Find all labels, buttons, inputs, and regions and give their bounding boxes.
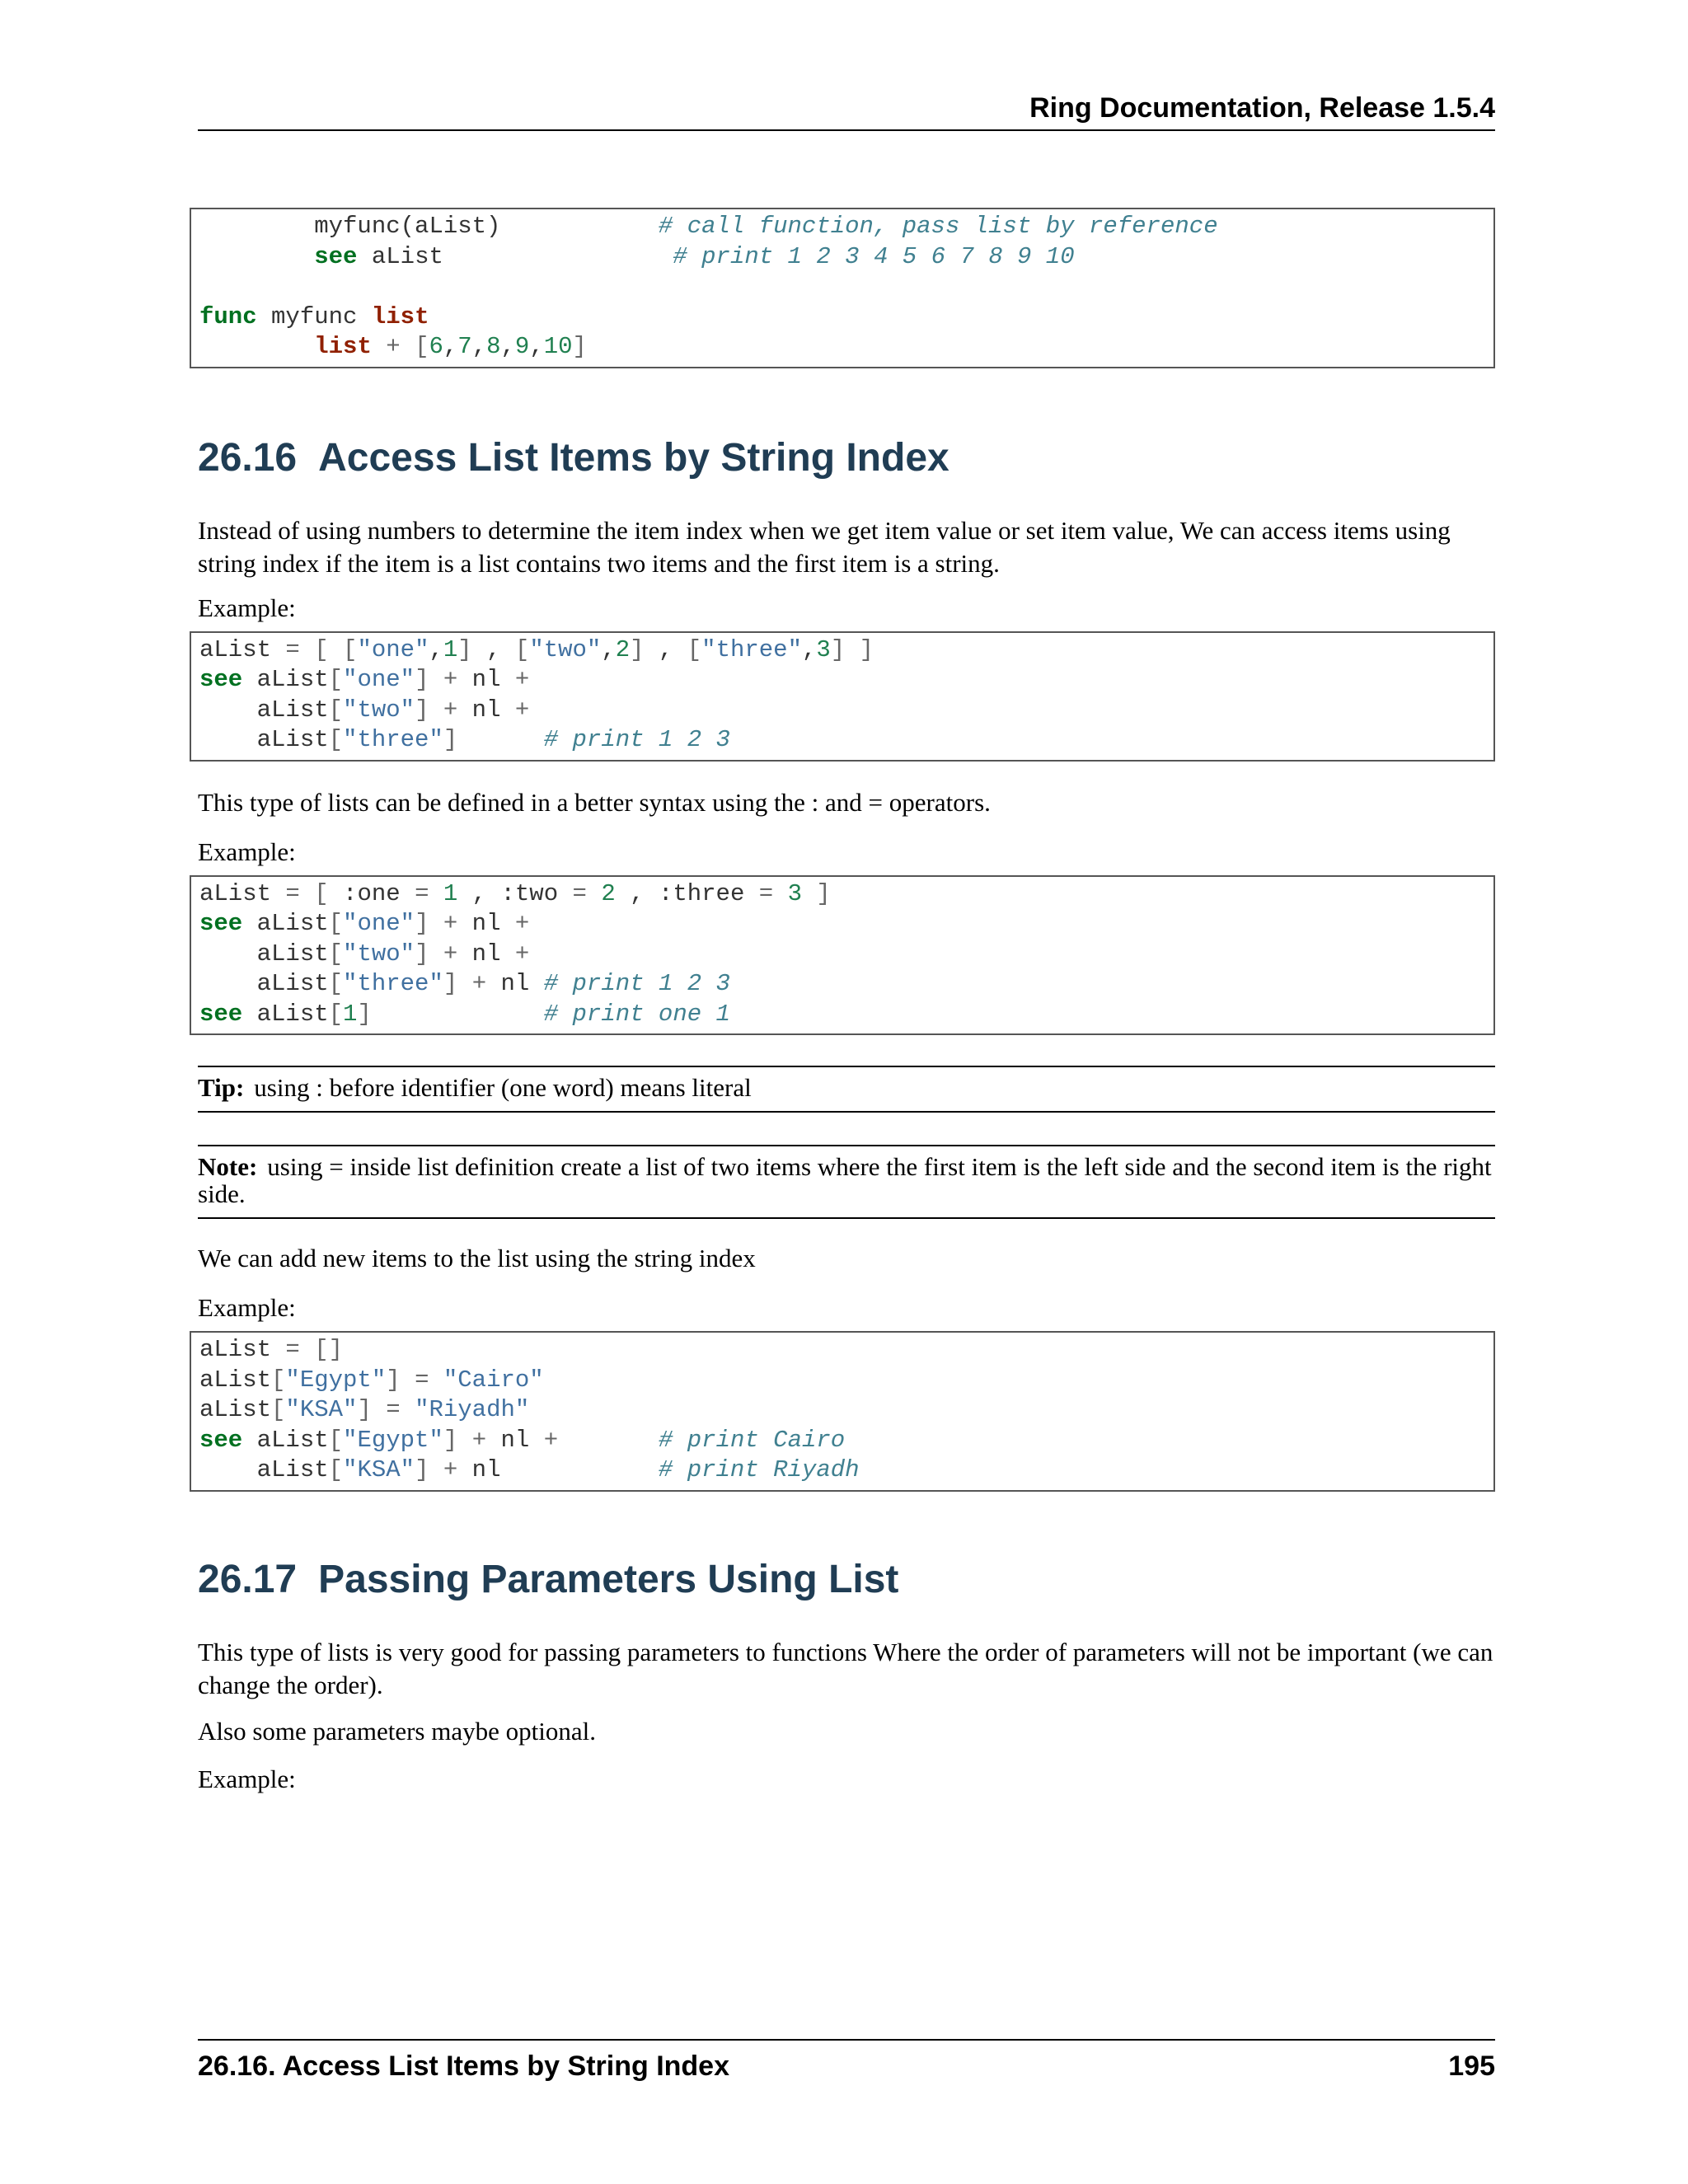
code-token: 10 [543, 333, 573, 360]
code-token: "two" [343, 940, 415, 968]
code-token [429, 666, 443, 693]
code-token: [ [271, 1366, 286, 1394]
code-token: aList [242, 666, 329, 693]
code-token [300, 636, 314, 663]
code-token: = [285, 879, 300, 907]
paragraph: Also some parameters maybe optional. [198, 1716, 596, 1746]
code-token [457, 1427, 471, 1454]
code-token: 6 [429, 333, 443, 360]
code-token: 1 [343, 1000, 358, 1028]
code-token: [ [328, 1456, 344, 1483]
code-token [372, 333, 386, 360]
code-token: [ [328, 696, 344, 724]
code-token: 2 [601, 879, 616, 907]
code-token [429, 1366, 443, 1394]
code-token: [ [328, 726, 344, 753]
code-token: aList [242, 1000, 329, 1028]
code-token: ] [415, 666, 429, 693]
note-text: using = inside list definition create a list of two items where the first item is the left side and the second item is the right side. [198, 1152, 1492, 1208]
code-line [199, 910, 529, 937]
code-token: nl [457, 696, 515, 724]
code-token: # print Cairo [658, 1426, 846, 1454]
code-token: [ [328, 1000, 344, 1028]
code-token: nl [457, 1456, 659, 1483]
code-token: + [471, 970, 487, 997]
code-token: "one" [343, 910, 415, 937]
code-token: [ [687, 635, 702, 663]
code-line [199, 1001, 730, 1028]
code-token: 8 [486, 333, 501, 360]
code-token: 1 [443, 879, 458, 907]
code-line [199, 636, 874, 663]
code-token: ] [443, 970, 458, 997]
code-token: ] [386, 1366, 401, 1394]
section-number: 26.16 [198, 435, 298, 480]
code-token: ] [357, 1000, 372, 1028]
code-token: [ [328, 970, 344, 997]
code-token: = [758, 879, 774, 907]
code-line [199, 1396, 529, 1423]
code-token: # print one 1 [543, 1000, 730, 1028]
code-token: , [443, 333, 458, 360]
code-line [199, 243, 1075, 270]
code-line [199, 333, 587, 360]
code-token [845, 636, 859, 663]
code-token: ] [415, 940, 429, 968]
code-token: = [415, 1366, 429, 1394]
section-title: Passing Parameters Using List [318, 1557, 899, 1601]
code-token [802, 880, 816, 907]
example-label: Example: [198, 1764, 296, 1793]
code-token [457, 726, 543, 753]
code-token: see [199, 910, 243, 937]
code-token: # print 1 2 3 4 5 6 7 8 9 10 [673, 242, 1075, 270]
code-token: [ [328, 940, 344, 968]
page-header [198, 92, 1495, 131]
code-token: "Cairo" [443, 1366, 544, 1394]
tip-box [198, 1066, 1495, 1113]
code-line [199, 303, 429, 330]
code-token: # print 1 2 3 [543, 970, 730, 997]
code-token: see [199, 666, 243, 693]
code-block [190, 208, 1495, 368]
code-token: + [543, 1426, 559, 1454]
code-token [401, 333, 415, 360]
code-token: = [415, 879, 429, 907]
code-token: aList [199, 1456, 329, 1483]
code-token: ] [816, 879, 831, 907]
code-token: # call function, pass list by reference [658, 213, 1218, 240]
code-token [401, 1366, 415, 1394]
section-title: Access List Items by String Index [318, 435, 950, 480]
code-token: aList [199, 726, 329, 753]
code-token [773, 880, 787, 907]
code-token: ] [357, 1396, 372, 1423]
code-token: [ [314, 635, 329, 663]
code-token: "Egypt" [285, 1366, 387, 1394]
code-token: "two" [529, 635, 602, 663]
code-token [372, 1001, 544, 1028]
code-token: aList [199, 1336, 286, 1363]
code-token: 1 [443, 635, 458, 663]
code-token [587, 880, 601, 907]
code-line [199, 1456, 860, 1483]
code-token: nl [486, 1426, 544, 1454]
code-token: + [443, 666, 458, 693]
code-token: ] [457, 635, 472, 663]
code-token: , [471, 333, 487, 360]
code-token: "three" [701, 635, 802, 663]
code-token: aList [199, 635, 286, 663]
code-line [199, 970, 730, 997]
code-token: "one" [357, 635, 429, 663]
code-token: ] [415, 696, 429, 724]
code-token: aList [357, 242, 673, 270]
code-token [429, 1456, 443, 1483]
code-token: see [199, 1000, 243, 1028]
code-token: aList [199, 970, 329, 997]
code-token [329, 636, 343, 663]
code-token [429, 910, 443, 937]
code-token: , :three [615, 879, 759, 907]
code-token: nl [457, 666, 515, 693]
code-token: + [514, 666, 530, 693]
code-token: 7 [457, 333, 472, 360]
code-token: aList [199, 940, 329, 968]
code-token: aList [199, 1396, 272, 1423]
code-token: = [572, 879, 587, 907]
code-token: , [802, 635, 817, 663]
code-token: nl [457, 940, 515, 968]
code-token: , [529, 333, 544, 360]
code-token: + [443, 1456, 458, 1483]
code-line [199, 666, 529, 693]
document-title: Ring Documentation, Release 1.5.4 [1029, 92, 1495, 124]
code-line [199, 726, 730, 753]
code-token: ] [859, 635, 874, 663]
code-block [190, 1331, 1495, 1492]
page-number: 195 [1448, 2050, 1495, 2082]
code-token: ] [830, 635, 846, 663]
code-token: , [500, 333, 515, 360]
code-token: + [514, 940, 530, 968]
code-token: ] [415, 910, 429, 937]
code-token: func [199, 302, 257, 330]
code-token: "one" [343, 666, 415, 693]
code-token: = [285, 635, 300, 663]
section-heading [198, 1555, 1495, 1605]
page-content [198, 208, 1495, 1796]
code-line [199, 696, 529, 724]
code-token: + [443, 940, 458, 968]
code-block [190, 631, 1495, 762]
code-token: = [386, 1396, 401, 1423]
paragraph: Instead of using numbers to determine the item index when we get item value or set item value, We can access items using string index if the item is a list contains two items and the first item is a string. [198, 515, 1451, 578]
tip-label: Tip: [198, 1073, 245, 1102]
code-token: + [514, 696, 530, 724]
code-token [300, 1336, 314, 1363]
code-block [190, 875, 1495, 1036]
code-token: , [601, 635, 616, 663]
code-token: ] [443, 726, 458, 753]
note-box [198, 1145, 1495, 1219]
code-token: aList [199, 879, 286, 907]
code-token: myfunc [256, 302, 372, 330]
paragraph: This type of lists is very good for passing parameters to functions Where the order of parameters will not be important (we can change the order). [198, 1637, 1493, 1699]
code-token: [ [343, 635, 358, 663]
code-token: see [314, 242, 358, 270]
code-token: # print Riyadh [658, 1456, 860, 1483]
code-token: , [644, 635, 687, 663]
code-token: aList [242, 910, 329, 937]
code-token: # print 1 2 3 [543, 726, 730, 753]
example-label: Example: [198, 1293, 296, 1322]
code-token: nl [486, 970, 544, 997]
code-token: [ [514, 635, 530, 663]
code-token: nl [457, 910, 515, 937]
code-line [199, 880, 831, 907]
code-token: 2 [615, 635, 631, 663]
code-token [429, 940, 443, 968]
code-token [372, 1396, 386, 1423]
code-token: ] [415, 1456, 429, 1483]
code-token: aList [242, 1426, 329, 1454]
code-token: 9 [514, 333, 530, 360]
code-token: [ [271, 1396, 286, 1423]
code-token: + [443, 910, 458, 937]
example-label: Example: [198, 593, 296, 622]
paragraph: This type of lists can be defined in a better syntax using the : and = operators. [198, 787, 991, 817]
code-token: "Riyadh" [415, 1396, 530, 1423]
code-token: + [386, 333, 401, 360]
code-token: [] [314, 1336, 344, 1363]
code-token [429, 880, 443, 907]
code-token [457, 970, 471, 997]
code-token: , [471, 635, 515, 663]
code-token [401, 1396, 415, 1423]
code-token: :one [328, 879, 415, 907]
code-token: "three" [343, 970, 443, 997]
code-token: = [285, 1336, 300, 1363]
code-token [429, 696, 443, 724]
code-token: see [199, 1426, 243, 1454]
paragraph: We can add new items to the list using the string index [198, 1244, 756, 1272]
tip-text: using : before identifier (one word) means literal [254, 1073, 752, 1102]
code-token: list [371, 302, 429, 330]
code-token [199, 333, 314, 360]
code-token: [ [328, 1426, 344, 1454]
code-line [199, 1366, 544, 1394]
code-token: "three" [343, 726, 443, 753]
footer-section-title: 26.16. Access List Items by String Index [198, 2050, 730, 2082]
code-token: [ [314, 879, 329, 907]
page-footer [198, 2039, 1495, 2083]
code-token: [ [415, 333, 429, 360]
code-token: , [429, 635, 443, 663]
code-line [199, 940, 529, 968]
code-token: ] [572, 333, 587, 360]
code-token: ] [443, 1426, 458, 1454]
code-token: "Egypt" [343, 1426, 443, 1454]
code-token: ] [630, 635, 645, 663]
code-line [199, 213, 1218, 240]
note-label: Note: [198, 1152, 258, 1181]
code-token: list [314, 333, 372, 360]
code-token [300, 880, 314, 907]
code-token [558, 1427, 659, 1454]
code-token: + [514, 910, 530, 937]
code-token: "KSA" [343, 1456, 415, 1483]
section-heading [198, 434, 1495, 483]
code-token: , :two [457, 879, 573, 907]
code-line [199, 1336, 343, 1363]
code-token: aList [199, 1366, 272, 1394]
code-line [199, 1427, 845, 1454]
example-label: Example: [198, 837, 296, 866]
code-token: 3 [816, 635, 831, 663]
code-token: myfunc(aList) [199, 213, 659, 240]
code-token: + [443, 696, 458, 724]
code-token: "two" [343, 696, 415, 724]
code-token: 3 [787, 879, 802, 907]
code-token [199, 243, 314, 270]
code-token: [ [328, 910, 344, 937]
code-token: "KSA" [285, 1396, 358, 1423]
section-number: 26.17 [198, 1557, 298, 1601]
code-token: + [471, 1426, 487, 1454]
code-token: aList [199, 696, 329, 724]
code-token: [ [328, 666, 344, 693]
